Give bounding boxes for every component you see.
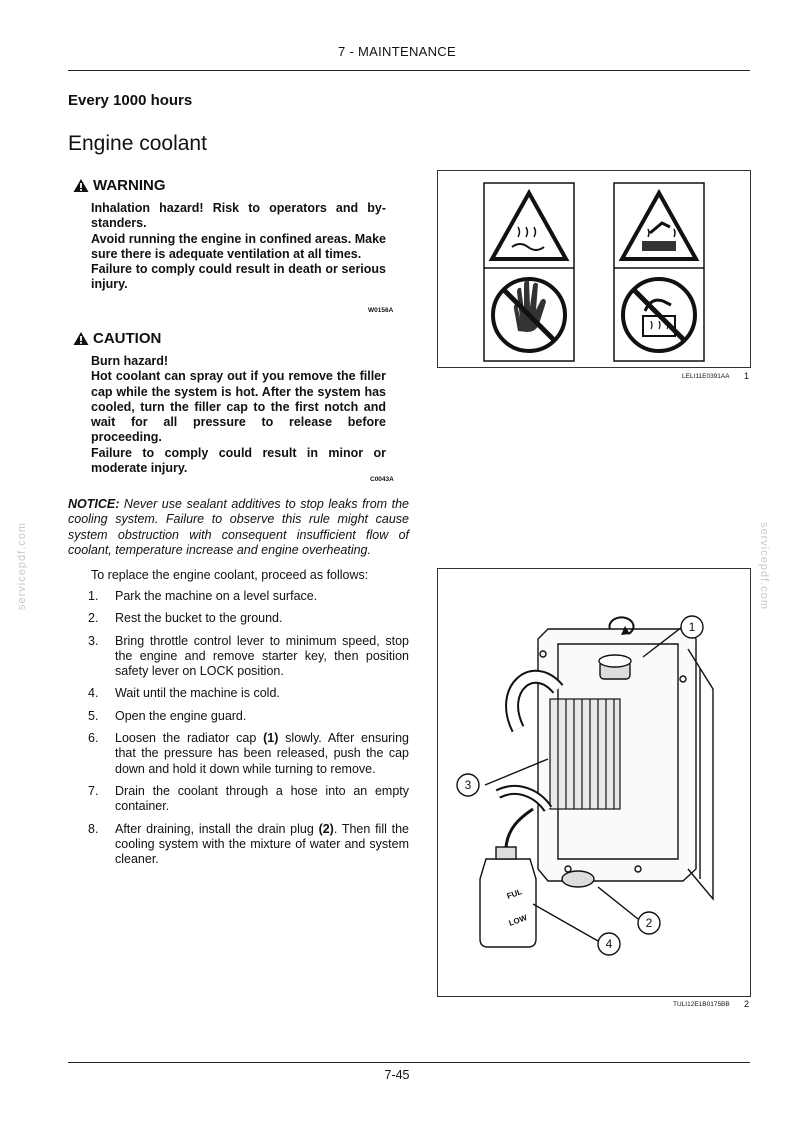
warning-code: W0156A — [368, 307, 394, 314]
figure2-number: 2 — [744, 999, 750, 1009]
step-text-part: After draining, install the drain plug — [115, 821, 319, 836]
step-text: Bring throttle control lever to minimum speed, stop the engine and remove starter key, then position safety lever on LOCK position. — [115, 633, 409, 679]
step-number: 3. — [88, 633, 99, 648]
step-item — [88, 686, 409, 701]
tank-full-label: FUL — [505, 887, 524, 901]
header-rule — [68, 70, 750, 71]
step-item — [88, 709, 409, 724]
radiator-illustration — [438, 569, 750, 996]
step-number: 7. — [88, 783, 99, 798]
caution-label: CAUTION — [93, 330, 162, 347]
step-text: Open the engine guard. — [115, 708, 247, 723]
callout-1 — [681, 616, 703, 638]
caution-line: Hot coolant can spray out if you remove the filler cap while the system is hot. After the system has cooled, turn the filler cap to the first notch and wait for all pressure to release before proceeding. — [91, 369, 386, 445]
step-text-part: . Then fill the cooling system with the mixture of water and system cleaner. — [115, 821, 409, 867]
safety-decals-illustration — [438, 171, 750, 367]
figure1-number: 1 — [744, 371, 750, 381]
watermark-left: servicepdf.com — [15, 522, 28, 610]
step-number: 8. — [88, 821, 99, 836]
step-text-part: Loosen the radiator cap — [115, 731, 264, 746]
figure-safety-decals — [437, 170, 751, 368]
caution-triangle-icon — [73, 331, 89, 346]
callout-3-label: 3 — [464, 778, 472, 792]
warning-triangle-icon — [73, 178, 89, 193]
radiator-core — [550, 699, 620, 809]
step-item — [88, 589, 409, 604]
footer-rule — [68, 1062, 750, 1063]
step-text — [115, 822, 409, 868]
step-text: Drain the coolant through a hose into an empty container. — [115, 783, 409, 814]
notice-paragraph — [68, 497, 409, 558]
step-item — [88, 634, 409, 680]
interval-heading: Every 1000 hours — [68, 92, 193, 109]
caution-code: C0043A — [370, 476, 394, 483]
page-title: Engine coolant — [68, 132, 207, 155]
part-reference: (1) — [263, 731, 279, 746]
callout-4 — [598, 933, 620, 955]
caution-body — [91, 354, 386, 476]
figure1-caption: LELI11E0391AA — [682, 373, 730, 380]
coolant-reservoir — [480, 809, 536, 947]
callout-3 — [457, 774, 479, 796]
step-text — [115, 731, 409, 777]
step-text: Park the machine on a level surface. — [115, 589, 318, 603]
step-text: Rest the bucket to the ground. — [115, 611, 283, 626]
caution-line: Failure to comply could result in minor or moderate injury. — [91, 445, 386, 476]
step-text-part: slowly. After ensuring that the pressure has been released, push the cap down and hold it down while turning to remove. — [115, 731, 409, 776]
step-number: 2. — [88, 611, 99, 626]
warning-line: Failure to comply could result in death or serious injury. — [91, 262, 386, 292]
tank-low-label: LOW — [507, 913, 529, 928]
step-item — [88, 822, 409, 868]
caution-line: Burn hazard! — [91, 354, 169, 368]
figure-radiator — [437, 568, 751, 997]
warning-heading — [73, 177, 166, 194]
figure2-caption: TULI12E1B0175BB — [673, 1001, 730, 1008]
page-number: 7-45 — [384, 1068, 410, 1082]
step-number: 1. — [88, 589, 99, 603]
decal-hot-surface-hazard — [614, 183, 704, 361]
step-item — [88, 611, 409, 626]
step-number: 6. — [88, 731, 99, 746]
callout-1-label: 1 — [688, 620, 696, 634]
step-item — [88, 731, 409, 777]
warning-line: Avoid running the engine in confined areas. Make sure there is adequate ventilation at all times. — [91, 231, 386, 261]
step-text: Wait until the machine is cold. — [115, 686, 280, 701]
running-header: 7 - MAINTENANCE — [338, 44, 456, 59]
notice-text: Never use sealant additives to stop leaks from the cooling system. Failure to observe this rule might cause system obstruction with consequent insufficient flow of coolant, temperature increase and engine overheating. — [68, 497, 409, 557]
procedure-steps — [88, 589, 409, 874]
callout-2 — [638, 912, 660, 934]
watermark-right: servicepdf.com — [757, 522, 770, 610]
caution-heading — [73, 330, 161, 347]
step-item — [88, 784, 409, 815]
warning-label: WARNING — [93, 177, 166, 194]
step-number: 5. — [88, 708, 99, 723]
step-number: 4. — [88, 686, 99, 701]
callout-2-label: 2 — [645, 916, 653, 930]
callout-4-label: 4 — [605, 937, 613, 951]
decal-inhalation-hazard — [484, 183, 574, 361]
notice-label: NOTICE: — [68, 497, 120, 511]
warning-body — [91, 201, 386, 293]
procedure-intro: To replace the engine coolant, proceed as follows: — [91, 568, 369, 582]
part-reference: (2) — [318, 821, 334, 836]
warning-line: Inhalation hazard! Risk to operators and by-standers. — [91, 201, 386, 231]
